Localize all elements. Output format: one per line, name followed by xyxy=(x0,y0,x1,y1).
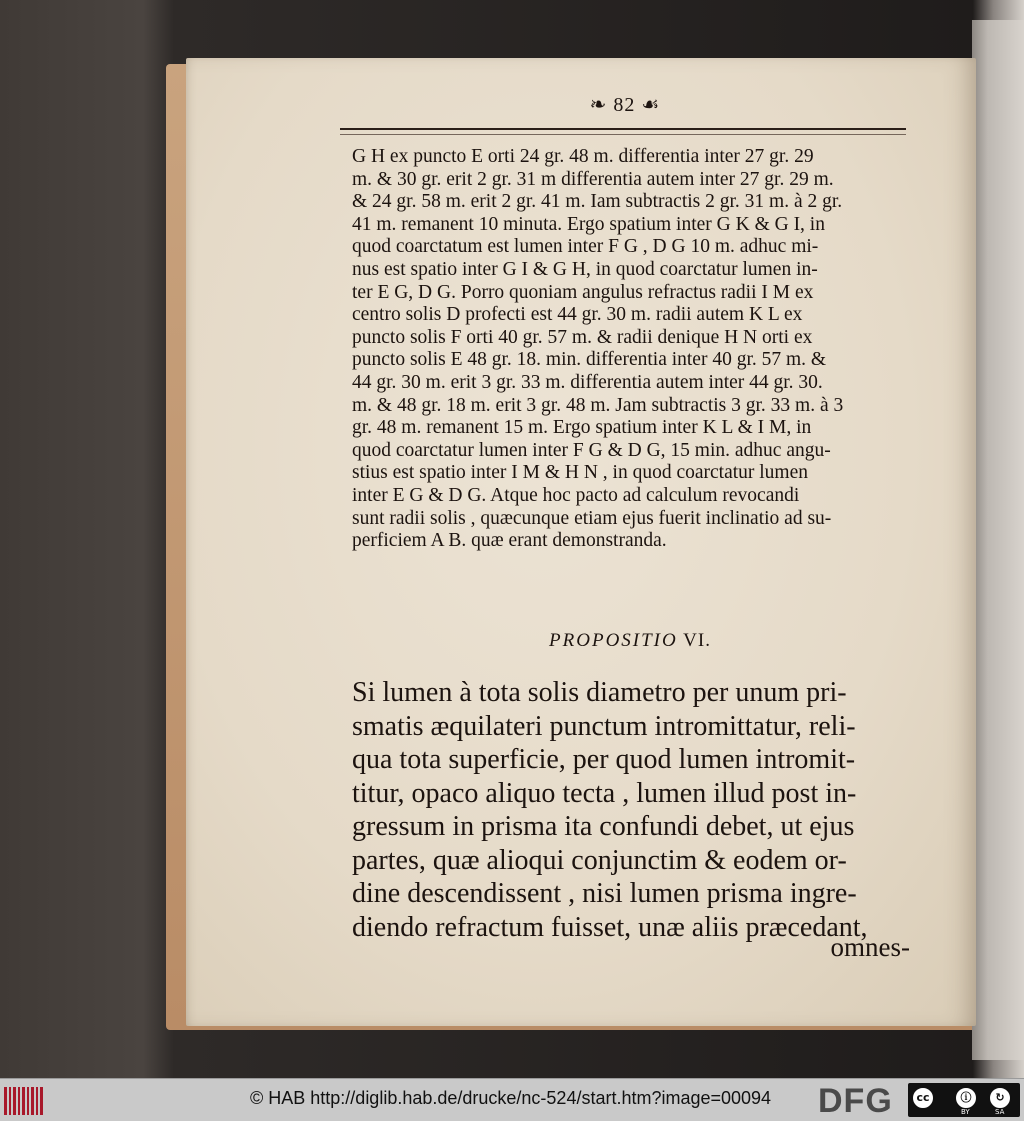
text-line: puncto solis E 48 gr. 18. min. differentia inter 40 gr. 57 m. & xyxy=(352,349,827,371)
text-line: smatis æquilateri punctum intromittatur, reli- xyxy=(352,710,856,742)
viewer-footer xyxy=(0,1078,1024,1121)
text-line: dine descendissent , nisi lumen prisma ingre- xyxy=(352,878,857,909)
text-line: puncto solis F orti 40 gr. 57 m. & radii denique H N orti ex xyxy=(352,326,813,348)
catchword: omnes- xyxy=(830,932,910,962)
text-line: ter E G, D G. Porro quoniam angulus refractus radii I M ex xyxy=(352,281,814,303)
text-line: centro solis D profecti est 44 gr. 30 m. radii autem K L ex xyxy=(352,304,803,326)
heading-word: PROPOSITIO xyxy=(549,630,678,651)
text-line: nus est spatio inter G I & G H, in quod coarctatur lumen in- xyxy=(352,258,818,280)
text-line: m. & 30 gr. erit 2 gr. 31 m differentia autem inter 27 gr. 29 m. xyxy=(352,168,834,190)
text-line: G H ex puncto E orti 24 gr. 48 m. differentia inter 27 gr. 29 xyxy=(352,146,814,167)
heading-numeral: VI. xyxy=(683,630,711,651)
text-line: quod coarctatum est lumen inter F G , D G 10 m. adhuc mi- xyxy=(352,236,819,258)
barcode-icon xyxy=(4,1087,44,1115)
text-line: diendo refractum fuisset, unæ aliis præcedant, xyxy=(352,911,868,943)
cc-by-label: BY xyxy=(961,1108,970,1116)
sa-share-icon: ↻ xyxy=(988,1086,1012,1110)
page-number-value: 82 xyxy=(613,94,636,116)
cc-icon: cc xyxy=(911,1086,935,1110)
text-line: & 24 gr. 58 m. erit 2 gr. 41 m. Iam subtractis 2 gr. 31 m. à 2 gr. xyxy=(352,191,843,213)
text-line: inter E G & D G. Atque hoc pacto ad calculum revocandi xyxy=(352,484,800,506)
ornament-right-icon: ☙ xyxy=(635,94,661,116)
text-line: 41 m. remanent 10 minuta. Ergo spatium inter G K & G I, in xyxy=(352,213,825,235)
text-line: gressum in prisma ita confundi debet, ut ejus xyxy=(352,811,855,842)
page-number xyxy=(560,92,690,117)
text-line: titur, opaco aliquo tecta , lumen illud post in- xyxy=(352,777,857,809)
text-line: qua tota superficie, per quod lumen intromit- xyxy=(352,744,856,775)
copyright-link[interactable]: © HAB http://diglib.hab.de/drucke/nc-524/start.htm?image=00094 xyxy=(250,1088,772,1108)
header-rule-thin xyxy=(340,134,906,135)
text-line: partes, quæ alioqui conjunctim & eodem or- xyxy=(352,844,847,876)
by-person-icon: ⓘ xyxy=(954,1086,978,1110)
text-line: quod coarctatur lumen inter F G & D G, 15 min. adhuc angu- xyxy=(352,439,831,461)
proof-text xyxy=(352,146,908,553)
text-line: perficiem A B. quæ erant demonstranda. xyxy=(352,530,667,552)
dfg-logo: DFG xyxy=(818,1082,893,1120)
cc-sa-label: SA xyxy=(995,1108,1005,1116)
facing-page-edge xyxy=(972,20,1024,1060)
text-line: sunt radii solis , quæcunque etiam ejus fuerit inclinatio ad su- xyxy=(352,507,832,529)
text-line: gr. 48 m. remanent 15 m. Ergo spatium inter K L & I M, in xyxy=(352,417,812,439)
text-line: 44 gr. 30 m. erit 3 gr. 33 m. differentia autem inter 44 gr. 30. xyxy=(352,371,823,393)
proposition-text xyxy=(352,676,912,944)
text-line: Si lumen à tota solis diametro per unum pri- xyxy=(352,677,847,708)
ornament-left-icon: ❧ xyxy=(589,94,614,116)
cc-license-badge[interactable] xyxy=(908,1083,1020,1117)
proposition-heading xyxy=(352,630,908,652)
header-rule xyxy=(340,128,906,130)
text-line: stius est spatio inter I M & H N , in quod coarctatur lumen xyxy=(352,462,809,484)
text-line: m. & 48 gr. 18 m. erit 3 gr. 48 m. Jam subtractis 3 gr. 33 m. à 3 xyxy=(352,394,844,416)
